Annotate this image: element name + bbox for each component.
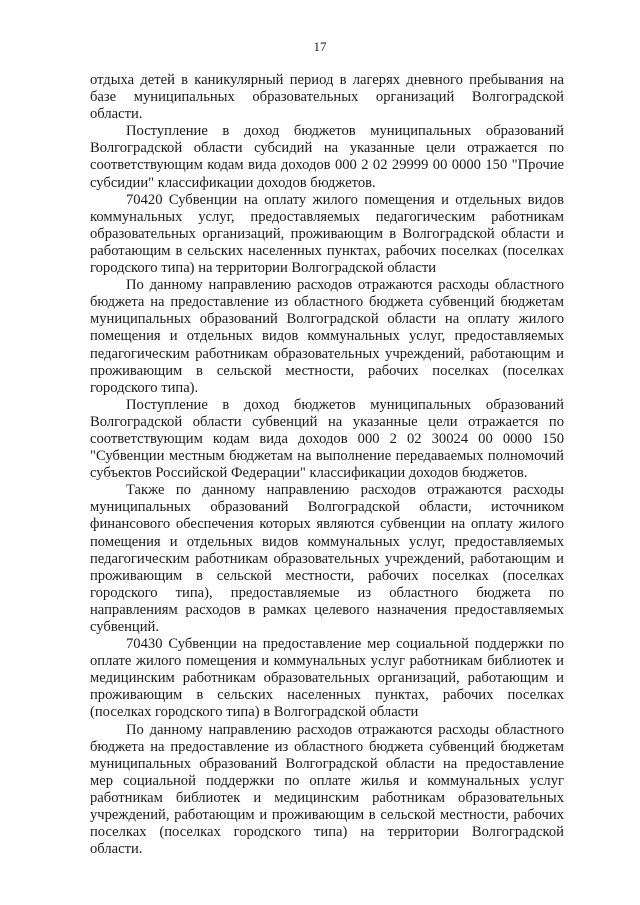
paragraph-70420-description: По данному направлению расходов отражаются расходы областного бюджета на предоставление из областного бюджета субвенций бюджетам муниципальных образований Волгоградской области на оплату жилого помещения и отдельных видов коммунальных услуг, предоставляемых педагогическим работникам образовательных учреждений, работающим и проживающим в сельской местности, рабочих поселках (поселках городского типа). [90,277,564,396]
paragraph-continuation: отдыха детей в каникулярный период в лагерях дневного пребывания на базе муниципальных образовательных организаций Волгоградской области. [90,72,564,123]
paragraph-70430-heading: 70430 Субвенции на предоставление мер социальной поддержки по оплате жилого помещения и коммунальных услуг работникам библиотек и медицинским работникам образовательных организаций, работающим и проживающим в сельских населенных пунктах, рабочих поселках (поселках городского типа) в Волгоградской области [90,636,564,721]
paragraph-subsidy-income: Поступление в доход бюджетов муниципальных образований Волгоградской области субсидий на указанные цели отражается по соответствующим кодам вида доходов 000 2 02 29999 00 0000 150 "Прочие субсидии" классификации доходов бюджетов. [90,123,564,191]
paragraph-70430-description: По данному направлению расходов отражаются расходы областного бюджета на предоставление из областного бюджета субвенций бюджетам муниципальных образований Волгоградской области на предоставление мер социальной поддержки по оплате жилья и коммунальных услуг работникам библиотек и медицинским работникам образовательных учреждений, работающим и проживающим в сельской местности, рабочих поселках (поселках городского типа) на территории Волгоградской области. [90,721,564,858]
document-body [90,72,564,858]
paragraph-70420-municipal: Также по данному направлению расходов отражаются расходы муниципальных образований Волгоградской области, источником финансового обеспечения которых являются субвенции на оплату жилого помещения и отдельных видов коммунальных услуг, предоставляемых педагогическим работникам образовательных учреждений, работающим и проживающим в сельской местности, рабочих поселках (поселках городского типа), предоставляемые из областного бюджета по направлениям расходов в рамках целевого назначения предоставляемых субвенций. [90,482,564,635]
page-number: 17 [313,39,327,54]
paragraph-70420-income: Поступление в доход бюджетов муниципальных образований Волгоградской области субвенций на указанные цели отражается по соответствующим кодам вида доходов 000 2 02 30024 00 0000 150 "Субвенции местным бюджетам на выполнение передаваемых полномочий субъектов Российской Федерации" классификации доходов бюджетов. [90,396,564,482]
paragraph-70420-heading: 70420 Субвенции на оплату жилого помещения и отдельных видов коммунальных услуг, предоставляемых педагогическим работникам образовательных организаций, проживающим в Волгоградской области и работающим в сельских населенных пунктах, рабочих поселках (поселках городского типа) на территории Волгоградской области [90,191,564,277]
